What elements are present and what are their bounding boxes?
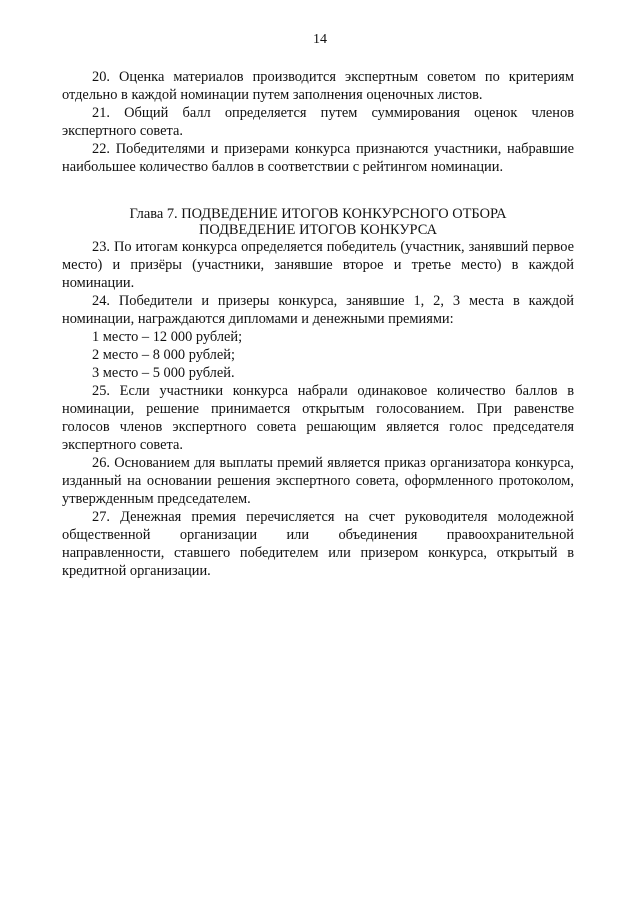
chapter-heading bbox=[62, 206, 574, 238]
paragraph-27: 27. Денежная премия перечисляется на счет руководителя молодежной общественной организации или объединения правоохранительной направленности, ставшего победителем или призером конкурса, открытый в кредитной организации. bbox=[62, 509, 574, 579]
paragraph-21: 21. Общий балл определяется путем суммирования оценок членов экспертного совета. bbox=[62, 105, 574, 139]
paragraph-20: 20. Оценка материалов производится экспертным советом по критериям отдельно в каждой номинации путем заполнения оценочных листов. bbox=[62, 69, 574, 103]
prize-third-place: 3 место – 5 000 рублей. bbox=[92, 365, 235, 381]
chapter-title-line-2: ПОДВЕДЕНИЕ ИТОГОВ КОНКУРСА bbox=[199, 222, 437, 238]
prize-first-place: 1 место – 12 000 рублей; bbox=[92, 329, 243, 345]
page-number: 14 bbox=[313, 32, 327, 47]
chapter-title-line-1: Глава 7. ПОДВЕДЕНИЕ ИТОГОВ КОНКУРСНОГО ОТБОРА bbox=[129, 206, 507, 222]
paragraph-25: 25. Если участники конкурса набрали одинаковое количество баллов в номинации, решение принимается открытым голосованием. При равенстве голосов членов экспертного совета решающим является голос председателя экспертного совета. bbox=[62, 383, 574, 453]
paragraph-24: 24. Победители и призеры конкурса, занявшие 1, 2, 3 места в каждой номинации, награждаются дипломами и денежными премиями: bbox=[62, 293, 574, 327]
paragraph-22: 22. Победителями и призерами конкурса признаются участники, набравшие наибольшее количество баллов в соответствии с рейтингом номинации. bbox=[62, 141, 574, 175]
paragraph-23: 23. По итогам конкурса определяется победитель (участник, занявший первое место) и призёры (участники, занявшие второе и третье место) в каждой номинации. bbox=[62, 239, 574, 291]
document-body bbox=[62, 68, 574, 580]
paragraph-26: 26. Основанием для выплаты премий является приказ организатора конкурса, изданный на основании решения экспертного совета, оформленного протоколом, утвержденным председателем. bbox=[62, 455, 574, 507]
prize-second-place: 2 место – 8 000 рублей; bbox=[92, 347, 235, 363]
